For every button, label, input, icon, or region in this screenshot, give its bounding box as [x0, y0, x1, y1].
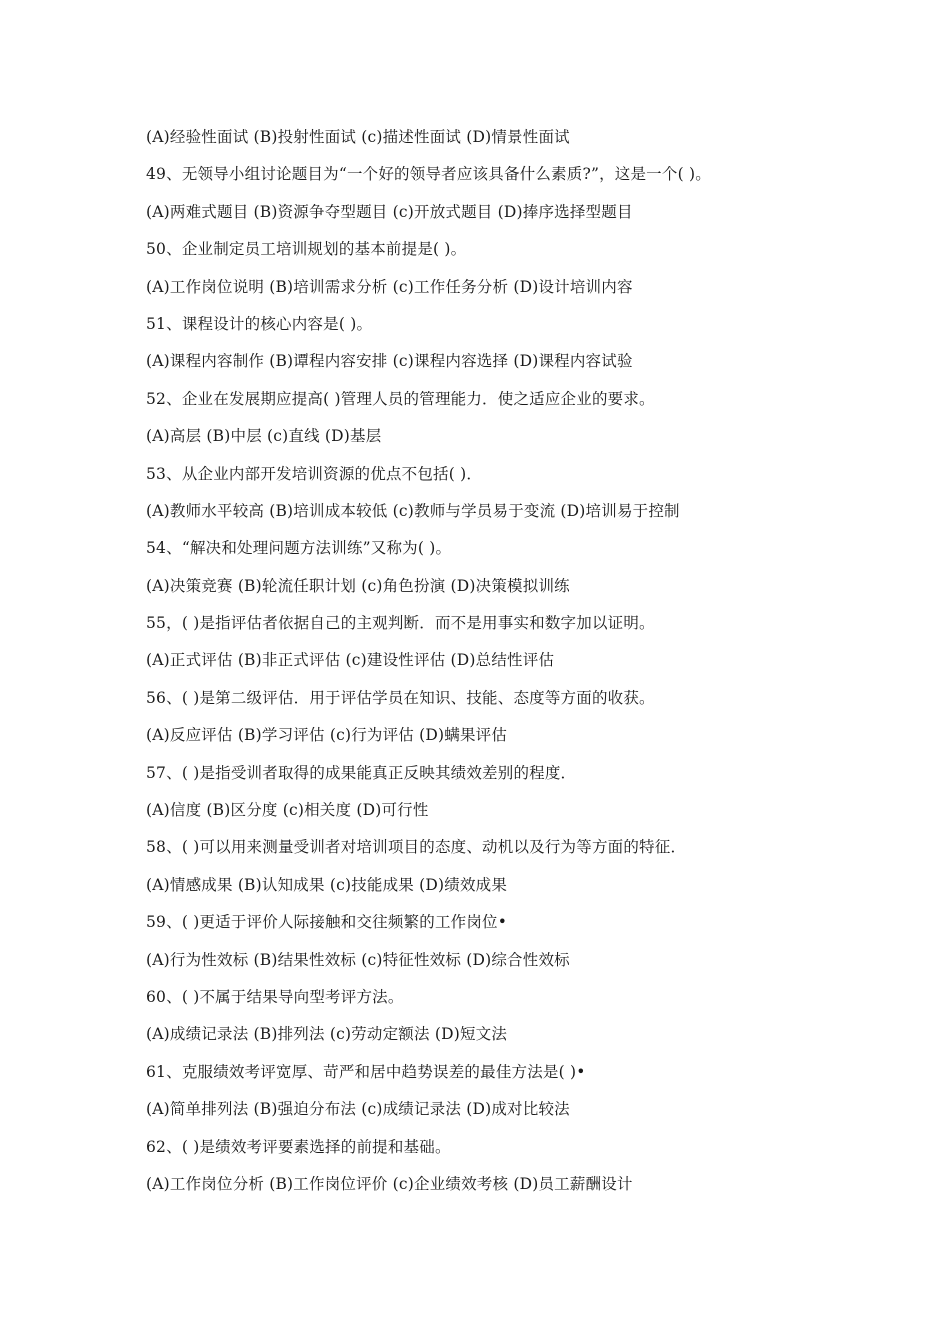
- option-line-58: (A)情感成果 (B)认知成果 (c)技能成果 (D)绩效成果: [146, 875, 508, 894]
- option-line-51: (A)课程内容制作 (B)谭程内容安排 (c)课程内容选择 (D)课程内容试验: [146, 352, 633, 371]
- question-62: 62、( )是绩效考评要素选择的前提和基础。: [146, 1137, 451, 1156]
- option-line-61: (A)简单排列法 (B)强迫分布法 (c)成绩记录法 (D)成对比较法: [146, 1100, 570, 1119]
- question-49: 49、无领导小组讨论题目为“一个好的领导者应该具备什么素质?”，这是一个( )。: [146, 165, 711, 184]
- question-58: 58、( )可以用来测量受训者对培训项目的态度、动机以及行为等方面的特征．: [146, 838, 687, 857]
- question-59: 59、( )更适于评价人际接触和交往频繁的工作岗位•: [146, 913, 508, 932]
- option-line-57: (A)信度 (B)区分度 (c)相关度 (D)可行性: [146, 801, 429, 820]
- option-line-52: (A)高层 (B)中层 (c)直线 (D)基层: [146, 427, 382, 446]
- question-53: 53、从企业内部开发培训资源的优点不包括( )．: [146, 464, 483, 483]
- option-line-60: (A)成绩记录法 (B)排列法 (c)劳动定额法 (D)短文法: [146, 1025, 508, 1044]
- question-51: 51、课程设计的核心内容是( )。: [146, 314, 373, 333]
- question-57: 57、( )是指受训者取得的成果能真正反映其绩效差别的程度．: [146, 763, 577, 782]
- option-line-50: (A)工作岗位说明 (B)培训需求分析 (c)工作任务分析 (D)设计培训内容: [146, 277, 633, 296]
- question-54: 54、“解决和处理问题方法训练”又称为( )。: [146, 539, 452, 558]
- question-50: 50、企业制定员工培训规划的基本前提是( )。: [146, 240, 467, 259]
- question-60: 60、( )不属于结果导向型考评方法。: [146, 987, 404, 1006]
- document-page: [146, 124, 906, 1208]
- option-line-48: (A)经验性面试 (B)投射性面试 (c)描述性面试 (D)情景性面试: [146, 128, 570, 146]
- option-line-49: (A)两难式题目 (B)资源争夺型题目 (c)开放式题目 (D)捧序选择型题目: [146, 202, 633, 221]
- question-56: 56、( )是第二级评估．用于评估学员在知识、技能、态度等方面的收获。: [146, 688, 655, 707]
- option-line-55: (A)正式评估 (B)非正式评估 (c)建设性评估 (D)总结性评估: [146, 651, 555, 670]
- option-line-53: (A)教师水平较高 (B)培训成本较低 (c)教师与学员易于变流 (D)培训易于控制: [146, 501, 680, 520]
- question-55: 55，( )是指评估者依据自己的主观判断．而不是用事实和数字加以证明。: [146, 614, 655, 633]
- question-61: 61、克服绩效考评宽厚、苛严和居中趋势误差的最佳方法是( )•: [146, 1062, 586, 1081]
- option-line-54: (A)决策竞赛 (B)轮流任职计划 (c)角色扮演 (D)决策模拟训练: [146, 576, 570, 595]
- option-line-62: (A)工作岗位分析 (B)工作岗位评价 (c)企业绩效考核 (D)员工薪酬设计: [146, 1174, 633, 1193]
- option-line-56: (A)反应评估 (B)学习评估 (c)行为评估 (D)螨果评估: [146, 726, 508, 745]
- option-line-59: (A)行为性效标 (B)结果性效标 (c)特征性效标 (D)综合性效标: [146, 950, 570, 969]
- question-52: 52、企业在发展期应提高( )管理人员的管理能力．使之适应企业的要求。: [146, 389, 655, 408]
